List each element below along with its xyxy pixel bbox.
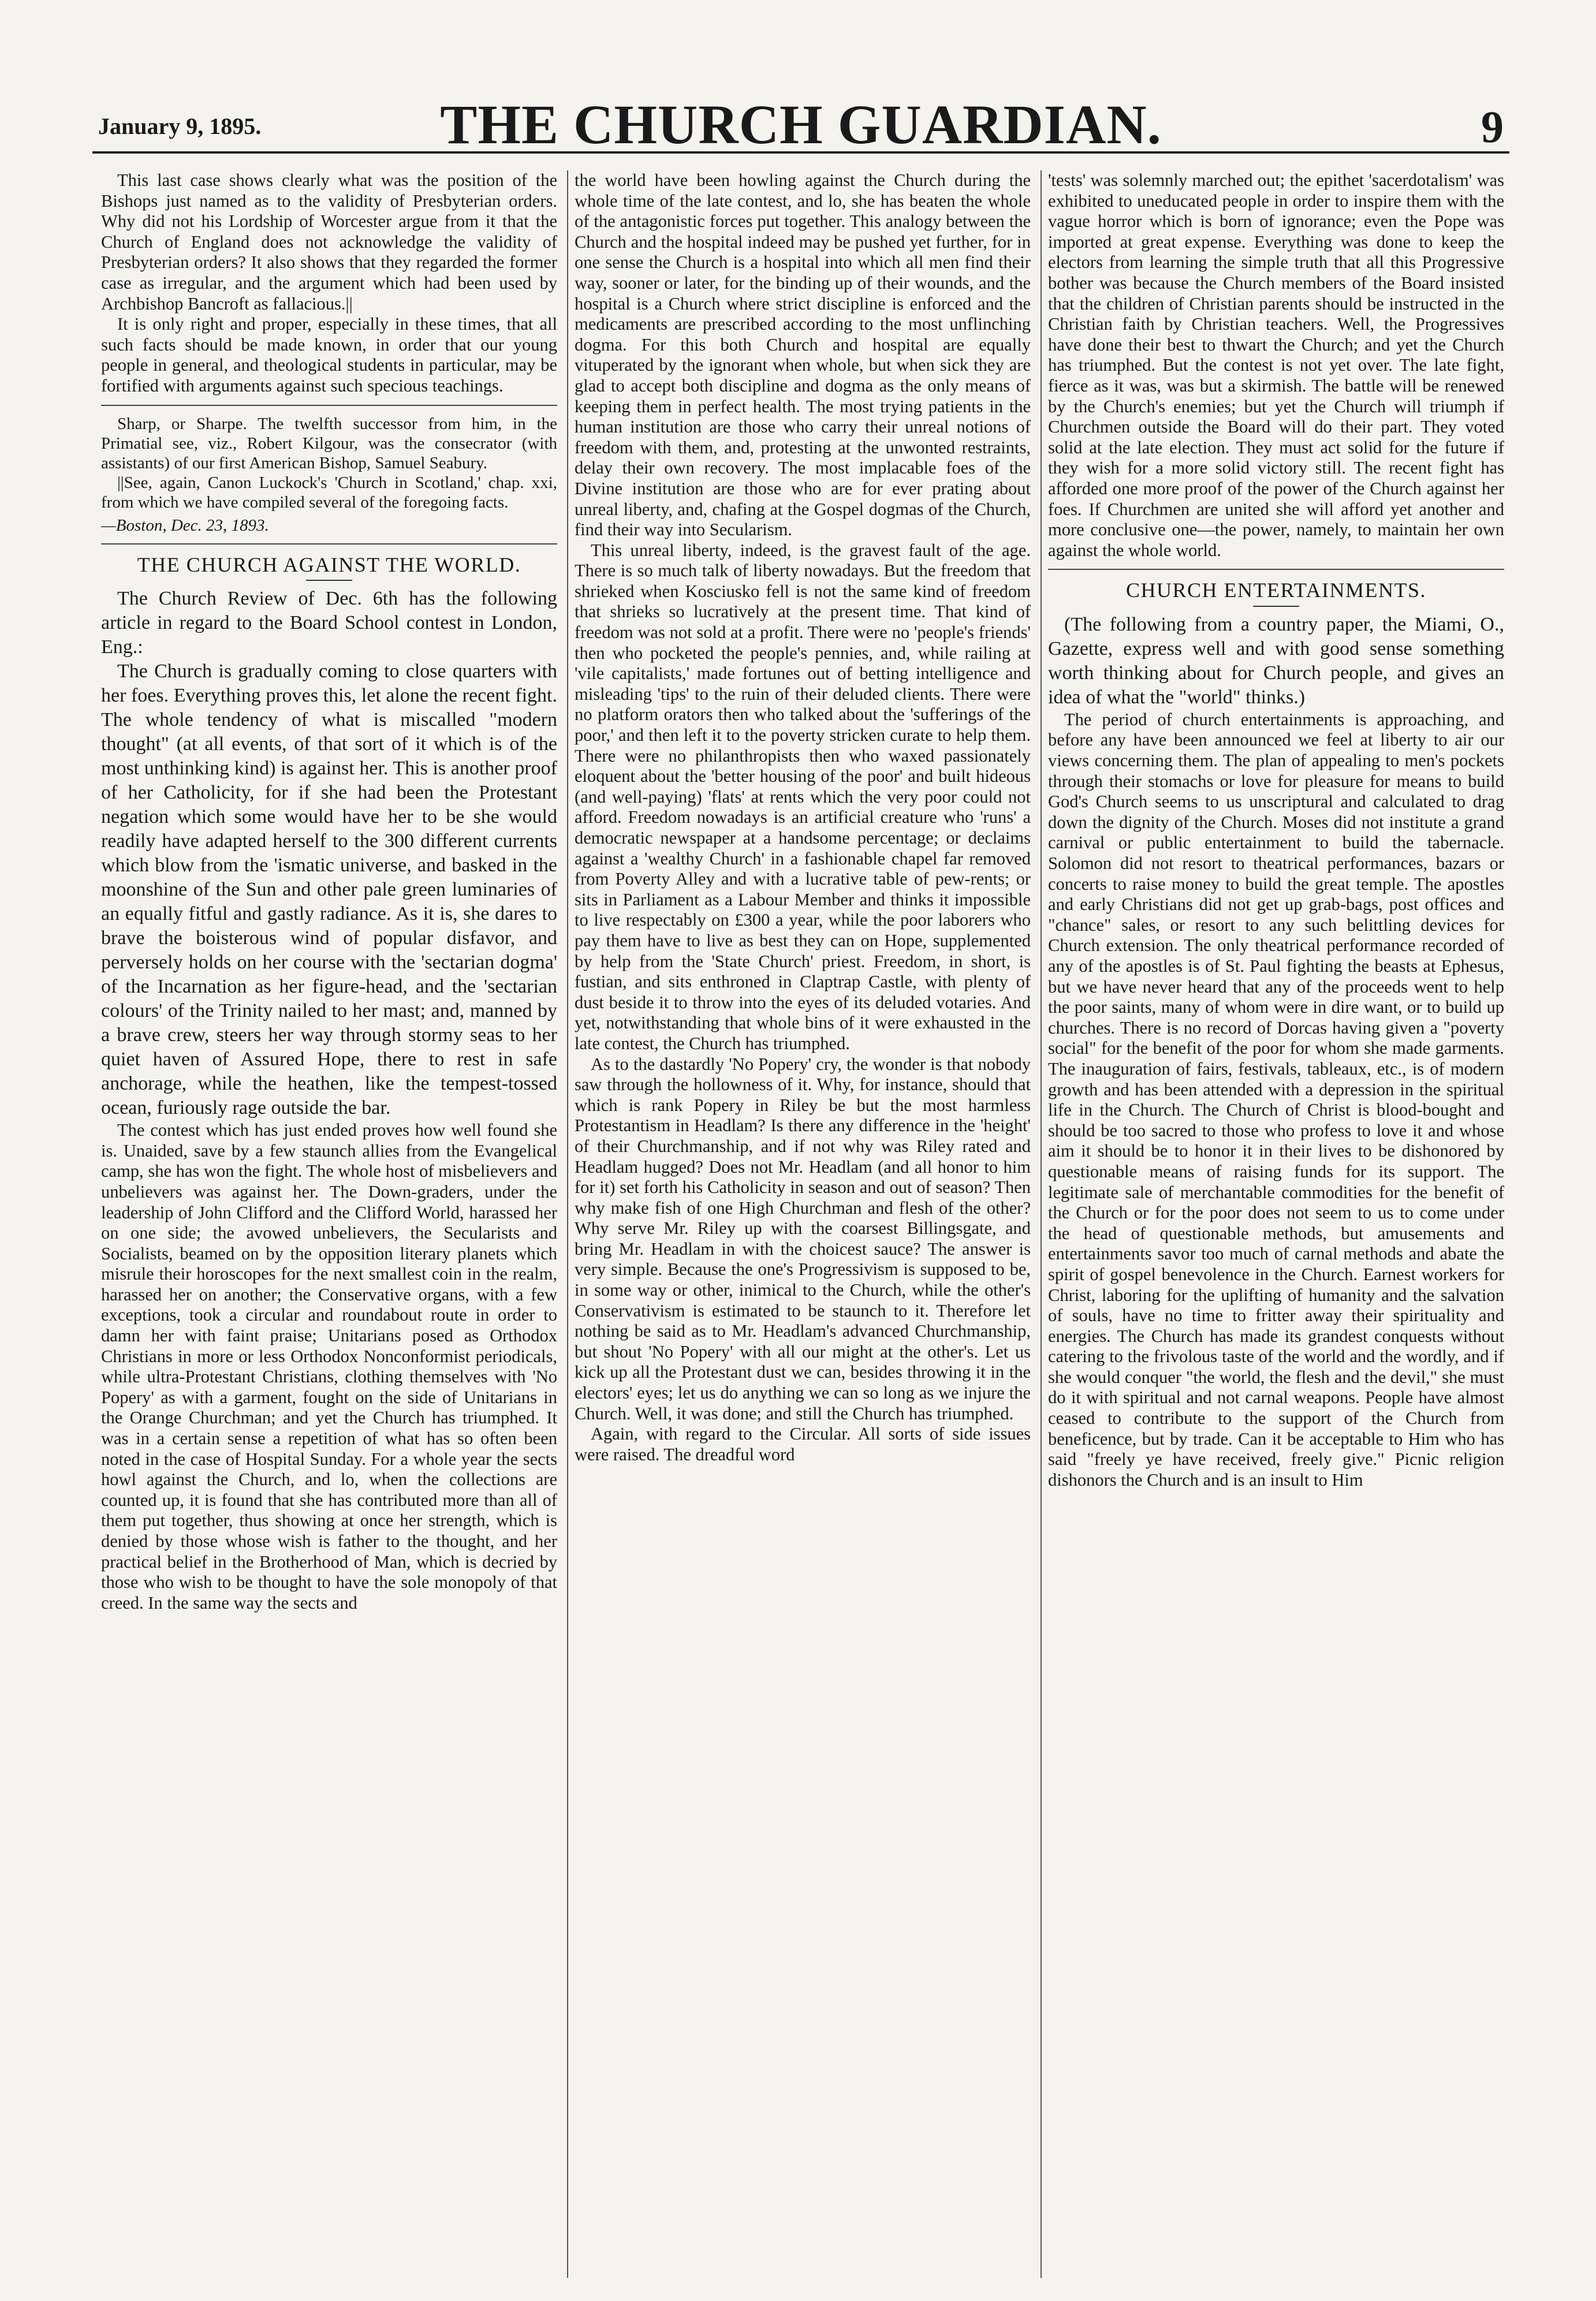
article-paragraph: The Church is gradually coming to close quarters with her foes. Everything proves this, let alone the recent fight. The whole tendency of what is miscalled "modern thought" (at all events, of that sort of it which is of the most unthinking kind) is against her. This is another proof of her Catholicity, for if she had been the Protestant negation which some would have her to be she would readily have adapted herself to the 300 different currents which blow from the 'ismatic universe, and basked in the moonshine of the Sun and other pale green luminaries of an equally fitful and gastly radiance. As it is, she dares to brave the boisterous wind of popular disfavor, and perversely holds on her course with the 'sectarian dogma' of the Incarnation as her figure-head, and the 'sectarian colours' of the Trinity nailed to her mast; and, manned by a brave crew, steers her way through stormy seas to her quiet haven of Assured Hope, there to rest in safe anchorage, while the heathen, like the tempest-tossed ocean, furiously rage outside the bar. [101,661,557,1119]
article-paragraph: This last case shows clearly what was the position of the Bishops just named as to the validity of Presbyterian orders. Why did not his Lordship of Worcester argue from it that the Church of England does not acknowledge the validity of Presbyterian orders? It also shows that they regarded the former case as irregular, and the argument which had been used by Archbishop Bancroft as fallacious.|| [101,170,557,314]
article-intro: The Church Review of Dec. 6th has the following article in regard to the Board School contest in London, Eng.: [101,588,557,658]
article-paragraph: 'tests' was solemnly marched out; the epithet 'sacerdotalism' was exhibited to uneducated people in order to inspire them with the vague horror which is born of ignorance; even the Pope was imported at great expense. Everything was done to keep the electors from learning the simple truth that all this Progressive bother was because the Church members of the Board insisted that the children of Christian parents should be instructed in the Christian faith by Christian teachers. Well, the Progressives have done their best to thwart the Church; and yet the Church has triumphed. But the contest is not yet over. The late fight, fierce as it was, was but a skirmish. The battle will be renewed by the Church's enemies; but yet the Church will triumph if Churchmen outside the Board will do their part. They voted solid at the late election. They must act solid for the future if they wish for a more solid victory still. The recent fight has afforded one more proof of the power of the Church against her foes. If Churchmen are united she will afford yet another and more conclusive one—the power, namely, to maintain her own against the whole world. [1048,170,1504,560]
page-number: 9 [1481,102,1504,152]
article-paragraph: Again, with regard to the Circular. All sorts of side issues were raised. The dreadful word [575,1424,1031,1464]
article-paragraph: The contest which has just ended proves how well found she is. Unaided, save by a few staunch allies from the Evangelical camp, she has won the fight. The whole host of misbelievers and unbelievers was against her. The Down-graders, under the leadership of John Clifford and the Clifford World, harassed her on one side; the avowed unbelievers, the Secularists and Socialists, beamed on by the opposition literary planets which misrule their horoscopes for the next smallest coin in the realm, harassed her on another; the Conservative organs, with a few exceptions, took a circular and roundabout route in order to damn her with faint praise; Unitarians posed as Orthodox Christians in more or less Orthodox Nonconformist periodicals, while ultra-Protestant Christians, clothing themselves with 'No Popery' as with a garment, fought on the side of Unitarians in the Orange Churchman; and yet the Church has triumphed. It was in a certain sense a repetition of what has so often been noted in the case of Hospital Sunday. For a whole year the sects howl against the Church, and lo, when the collections are counted up, it is found that she has contributed more than all of them put together, thus showing at once her strength, which is denied by those whose wish is father to the thought, and her practical belief in the Brotherhood of Man, which is decried by those who wish to be thought to have the sole monopoly of that creed. In the same way the sects and [101,1120,557,1613]
article-paragraph: the world have been howling against the Church during the whole time of the late contest, and lo, she has beaten the whole of the antagonistic forces put together. This analogy between the Church and the hospital indeed may be pushed yet further, for in one sense the Church is a hospital into which all men find their way, sooner or later, for the binding up of their wounds, and the hospital is a Church where strict discipline is enforced and the medicaments are prescribed according to the most unflinching dogma. For this both Church and hospital are equally vituperated by the ignorant when whole, but when sick they are glad to accept both discipline and dogma as the only means of keeping them in perfect health. The most trying patients in the human institution are those who carry their unreal notions of freedom with them, and, protesting at the unwonted restraints, delay their own recovery. The most implacable foes of the Divine institution are those who are for ever prating about unreal liberty, and, chafing at the Gospel dogmas of the Church, find their way into Secularism. [575,170,1031,540]
column-3 [1048,170,1504,2278]
issue-date: January 9, 1895. [98,113,262,139]
heading-rule [1253,606,1299,607]
column-1 [101,170,557,2278]
masthead-rule [92,151,1509,154]
article-paragraph: It is only right and proper, especially in these times, that all such facts should be made known, in order that our young people in general, and theological students in particular, may be fortified with arguments against such specious teachings. [101,314,557,396]
article-dateline: —Boston, Dec. 23, 1893. [101,516,269,535]
article-paragraph: As to the dastardly 'No Popery' cry, the wonder is that nobody saw through the hollowness of it. Why, for instance, should that which is rank Popery in Riley be but the most harmless Protestantism in Headlam? Is there any difference in the 'height' of their Churchmanship, and if not why was Riley rated and Headlam hugged? Does not Mr. Headlam (and all honor to him for it) set forth his Catholicity in season and out of season? Then why make fish of one High Churchman and flesh of the other? Why serve Mr. Riley up with the coarsest Billingsgate, and bring Mr. Headlam in with the choicest sauce? The answer is very simple. Because the one's Progressivism is supposed to be, in some way or other, inimical to the Church, while the other's Conservativism is estimated to be staunch to it. Therefore let nothing be said as to Mr. Headlam's advanced Churchmanship, but shout 'No Popery' with all our might at the other's. Let us kick up all the Protestant dust we can, besides throwing it in the electors' eyes; let us do anything we can so long as we injure the Church. Well, it was done; and still the Church has triumphed. [575,1054,1031,1423]
article-heading: THE CHURCH AGAINST THE WORLD. [137,553,521,576]
section-rule [1048,569,1504,570]
footnote: Sharp, or Sharpe. The twelfth successor from him, in the Primatial see, viz., Robert Kilgour, was the consecrator (with assistants) of our first American Bishop, Samuel Seabury. [101,414,557,472]
masthead [92,81,1509,155]
article-intro: (The following from a country paper, the Miami, O., Gazette, express well and with good sense something worth thinking about for Church people, and gives an idea of what the "world" thinks.) [1048,613,1504,708]
column-2 [575,170,1031,2278]
heading-rule [306,580,352,581]
article-heading: CHURCH ENTERTAINMENTS. [1126,579,1426,602]
article-paragraph: The period of church entertainments is approaching, and before any have been announced we feel at liberty to air our views concerning them. The plan of appealing to men's pockets through their stomachs or love for pleasure for means to build God's Church seems to us unscriptural and calculated to drag down the dignity of the Church. Moses did not institute a grand carnival or public entertainment to build the tabernacle. Solomon did not resort to theatrical performances, bazars or concerts to raise money to build the great temple. The apostles and early Christians did not get up grab-bags, post offices and "chance" sales, or resort to any such belittling devices for Church extension. The only theatrical performance recorded of any of the apostles is of St. Paul fighting the beasts at Ephesus, but we have never heard that any of the proceeds went to help the poor saints, many of whom were in dire want, or to build up churches. There is no record of Dorcas having given a "poverty social" for the benefit of the poor for whom she made garments. The inauguration of fairs, festivals, tableaux, etc., is of modern growth and has been attended with a depression in the spiritual life in the Church. The Church of Christ is blood-bought and should be too sacred to those who profess to love it and whose aim it should be to honor it in their lives to be dishonored by questionable means of raising funds for its support. The legitimate sale of merchantable commodities for the benefit of the Church or for the poor does not seem to us to come under the head of questionable methods, but amusements and entertainments savor too much of carnal methods and abate the spirit of gospel benevolence in the Church. Earnest workers for Christ, laboring for the uplifting of humanity and the salvation of souls, have no time to fritter away their spirituality and energies. The Church has made its grandest conquests without catering to the frivolous taste of the world and the wordly, and if she would conquer "the world, the flesh and the devil," she must do it with spiritual and not carnal weapons. People have almost ceased to contribute to the support of the Church from beneficence, but by trade. Can it be acceptable to Him who has said "freely ye have received, freely give." Picnic religion dishonors the Church and is an insult to Him [1048,709,1504,1490]
column-divider [1041,170,1042,2278]
footnote: ||See, again, Canon Luckock's 'Church in Scotland,' chap. xxi, from which we have compiled several of the foregoing facts. [101,473,557,512]
article-paragraph: This unreal liberty, indeed, is the gravest fault of the age. There is so much talk of liberty nowadays. But the freedom that shrieked when Kosciusko fell is not the same kind of freedom that shrieks so lucratively at the present time. That kind of freedom was not sold at a profit. There were no 'people's friends' then who pocketed the people's pennies, and, while railing at 'vile capitalists,' made fortunes out of betting intelligence and misleading 'tips' to the ruin of their deluded clients. There were no platform orators then who talked about the 'sufferings of the poor,' and then left it to the poverty stricken curate to help them. There were no philanthropists then who waxed passionately eloquent about the 'better housing of the poor' and built hideous (and well-paying) 'flats' at rents which the very poor could not afford. Freedom nowadays is an artificial creature who 'runs' a democratic newspaper at a handsome percentage; or declaims against a 'wealthy Church' in a fashionable chapel far removed from Poverty Alley and with a lucrative table of pew-rents; or sits in Parliament as a Labour Member and thinks it impossible to live respectably on £300 a year, while the poor laborers who pay them have to live as best they can on Hope, supplemented by help from the 'State Church' priest. Freedom, in short, is fustian, and sits enthroned in Claptrap Castle, with plenty of dust beside it to throw into the eyes of its deluded votaries. And yet, notwithstanding that whole bins of it were exhausted in the late contest, the Church has triumphed. [575,540,1031,1053]
column-divider [567,170,568,2278]
section-rule [101,543,557,545]
newspaper-title: THE CHURCH GUARDIAN. [440,94,1162,155]
footnote-rule [101,405,557,406]
